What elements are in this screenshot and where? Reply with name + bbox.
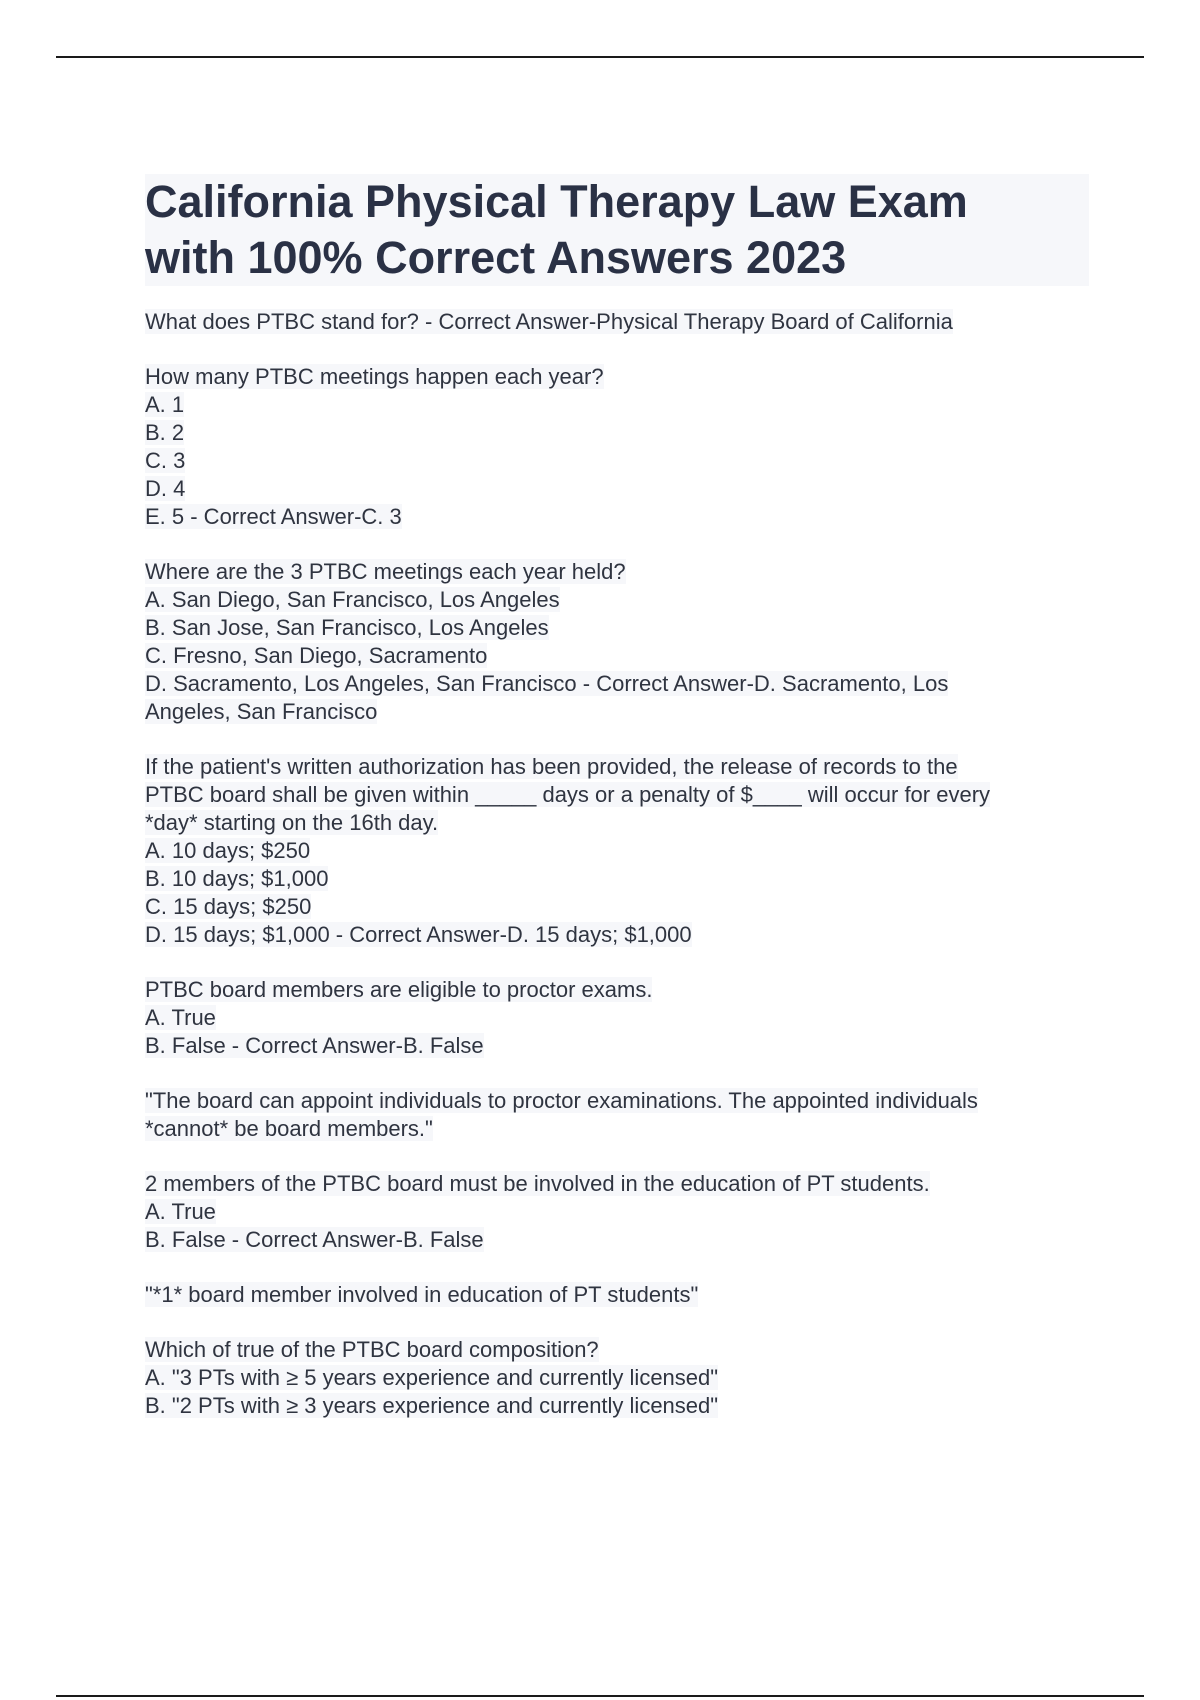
text-run: How many PTBC meetings happen each year? bbox=[145, 364, 604, 389]
document-title bbox=[145, 174, 1089, 286]
answer-text-line bbox=[145, 921, 1089, 949]
text-run: D. 15 days; $1,000 - Correct Answer-D. 15 days; $1,000 bbox=[145, 922, 692, 947]
question-text-line bbox=[145, 976, 1089, 1004]
answer-text-line bbox=[145, 781, 1089, 809]
text-run: *cannot* be board members." bbox=[145, 1116, 433, 1141]
answer-text-line bbox=[145, 642, 1089, 670]
answer-text-line bbox=[145, 1392, 1089, 1420]
text-run: PTBC board shall be given within _____ days or a penalty of $____ will occur for every bbox=[145, 782, 991, 807]
answer-text-line bbox=[145, 614, 1089, 642]
answer-text-line bbox=[145, 475, 1089, 503]
text-run: A. 10 days; $250 bbox=[145, 838, 311, 863]
answer-text-line bbox=[145, 447, 1089, 475]
text-run: *day* starting on the 16th day. bbox=[145, 810, 439, 835]
question-list bbox=[145, 308, 1089, 1420]
text-run: C. Fresno, San Diego, Sacramento bbox=[145, 643, 488, 668]
text-run: PTBC board members are eligible to proctor exams. bbox=[145, 977, 653, 1002]
answer-text-line bbox=[145, 1364, 1089, 1392]
answer-text-line bbox=[145, 670, 1089, 698]
answer-text-line bbox=[145, 419, 1089, 447]
title-line-1: California Physical Therapy Law Exam bbox=[145, 176, 968, 227]
text-run: C. 15 days; $250 bbox=[145, 894, 312, 919]
question-block bbox=[145, 363, 1089, 531]
text-run: B. "2 PTs with ≥ 3 years experience and currently licensed" bbox=[145, 1393, 719, 1418]
text-run: Where are the 3 PTBC meetings each year held? bbox=[145, 559, 626, 584]
text-run: B. False - Correct Answer-B. False bbox=[145, 1227, 484, 1252]
answer-text-line bbox=[145, 1198, 1089, 1226]
answer-text-line bbox=[145, 893, 1089, 921]
question-block bbox=[145, 1087, 1089, 1143]
text-run: "*1* board member involved in education of PT students" bbox=[145, 1282, 699, 1307]
question-block bbox=[145, 753, 1089, 949]
answer-text-line bbox=[145, 586, 1089, 614]
question-block bbox=[145, 1281, 1089, 1309]
text-run: D. 4 bbox=[145, 476, 186, 501]
text-run: 2 members of the PTBC board must be involved in the education of PT students. bbox=[145, 1171, 930, 1196]
question-block bbox=[145, 308, 1089, 336]
question-text-line bbox=[145, 1087, 1089, 1115]
answer-text-line bbox=[145, 503, 1089, 531]
question-text-line bbox=[145, 1170, 1089, 1198]
text-run: A. "3 PTs with ≥ 5 years experience and currently licensed" bbox=[145, 1365, 719, 1390]
text-run: B. San Jose, San Francisco, Los Angeles bbox=[145, 615, 549, 640]
text-run: A. True bbox=[145, 1005, 216, 1030]
question-text-line bbox=[145, 363, 1089, 391]
question-text-line bbox=[145, 1281, 1089, 1309]
question-block bbox=[145, 558, 1089, 726]
text-run: If the patient's written authorization has been provided, the release of records to the bbox=[145, 754, 958, 779]
text-run: A. True bbox=[145, 1199, 216, 1224]
text-run: B. 10 days; $1,000 bbox=[145, 866, 329, 891]
text-run: D. Sacramento, Los Angeles, San Francisco - Correct Answer-D. Sacramento, Los bbox=[145, 671, 949, 696]
answer-text-line bbox=[145, 1004, 1089, 1032]
answer-text-line bbox=[145, 1032, 1089, 1060]
question-block bbox=[145, 1170, 1089, 1254]
question-text-line bbox=[145, 753, 1089, 781]
text-run: What does PTBC stand for? - Correct Answer-Physical Therapy Board of California bbox=[145, 309, 953, 334]
text-run: A. San Diego, San Francisco, Los Angeles bbox=[145, 587, 560, 612]
top-rule bbox=[56, 56, 1144, 58]
text-run: E. 5 - Correct Answer-C. 3 bbox=[145, 504, 402, 529]
answer-text-line bbox=[145, 1115, 1089, 1143]
text-run: A. 1 bbox=[145, 392, 185, 417]
answer-text-line bbox=[145, 837, 1089, 865]
answer-text-line bbox=[145, 1226, 1089, 1254]
question-text-line bbox=[145, 558, 1089, 586]
answer-text-line bbox=[145, 865, 1089, 893]
question-block bbox=[145, 1336, 1089, 1420]
text-run: "The board can appoint individuals to proctor examinations. The appointed individuals bbox=[145, 1088, 978, 1113]
question-text-line bbox=[145, 1336, 1089, 1364]
document-body bbox=[145, 174, 1089, 1447]
bottom-rule bbox=[56, 1695, 1144, 1697]
question-text-line bbox=[145, 308, 1089, 336]
answer-text-line bbox=[145, 809, 1089, 837]
answer-text-line bbox=[145, 391, 1089, 419]
text-run: Which of true of the PTBC board composition? bbox=[145, 1337, 599, 1362]
text-run: C. 3 bbox=[145, 448, 186, 473]
question-block bbox=[145, 976, 1089, 1060]
text-run: B. False - Correct Answer-B. False bbox=[145, 1033, 484, 1058]
text-run: B. 2 bbox=[145, 420, 185, 445]
text-run: Angeles, San Francisco bbox=[145, 699, 378, 724]
answer-text-line bbox=[145, 698, 1089, 726]
title-line-2: with 100% Correct Answers 2023 bbox=[145, 232, 847, 283]
